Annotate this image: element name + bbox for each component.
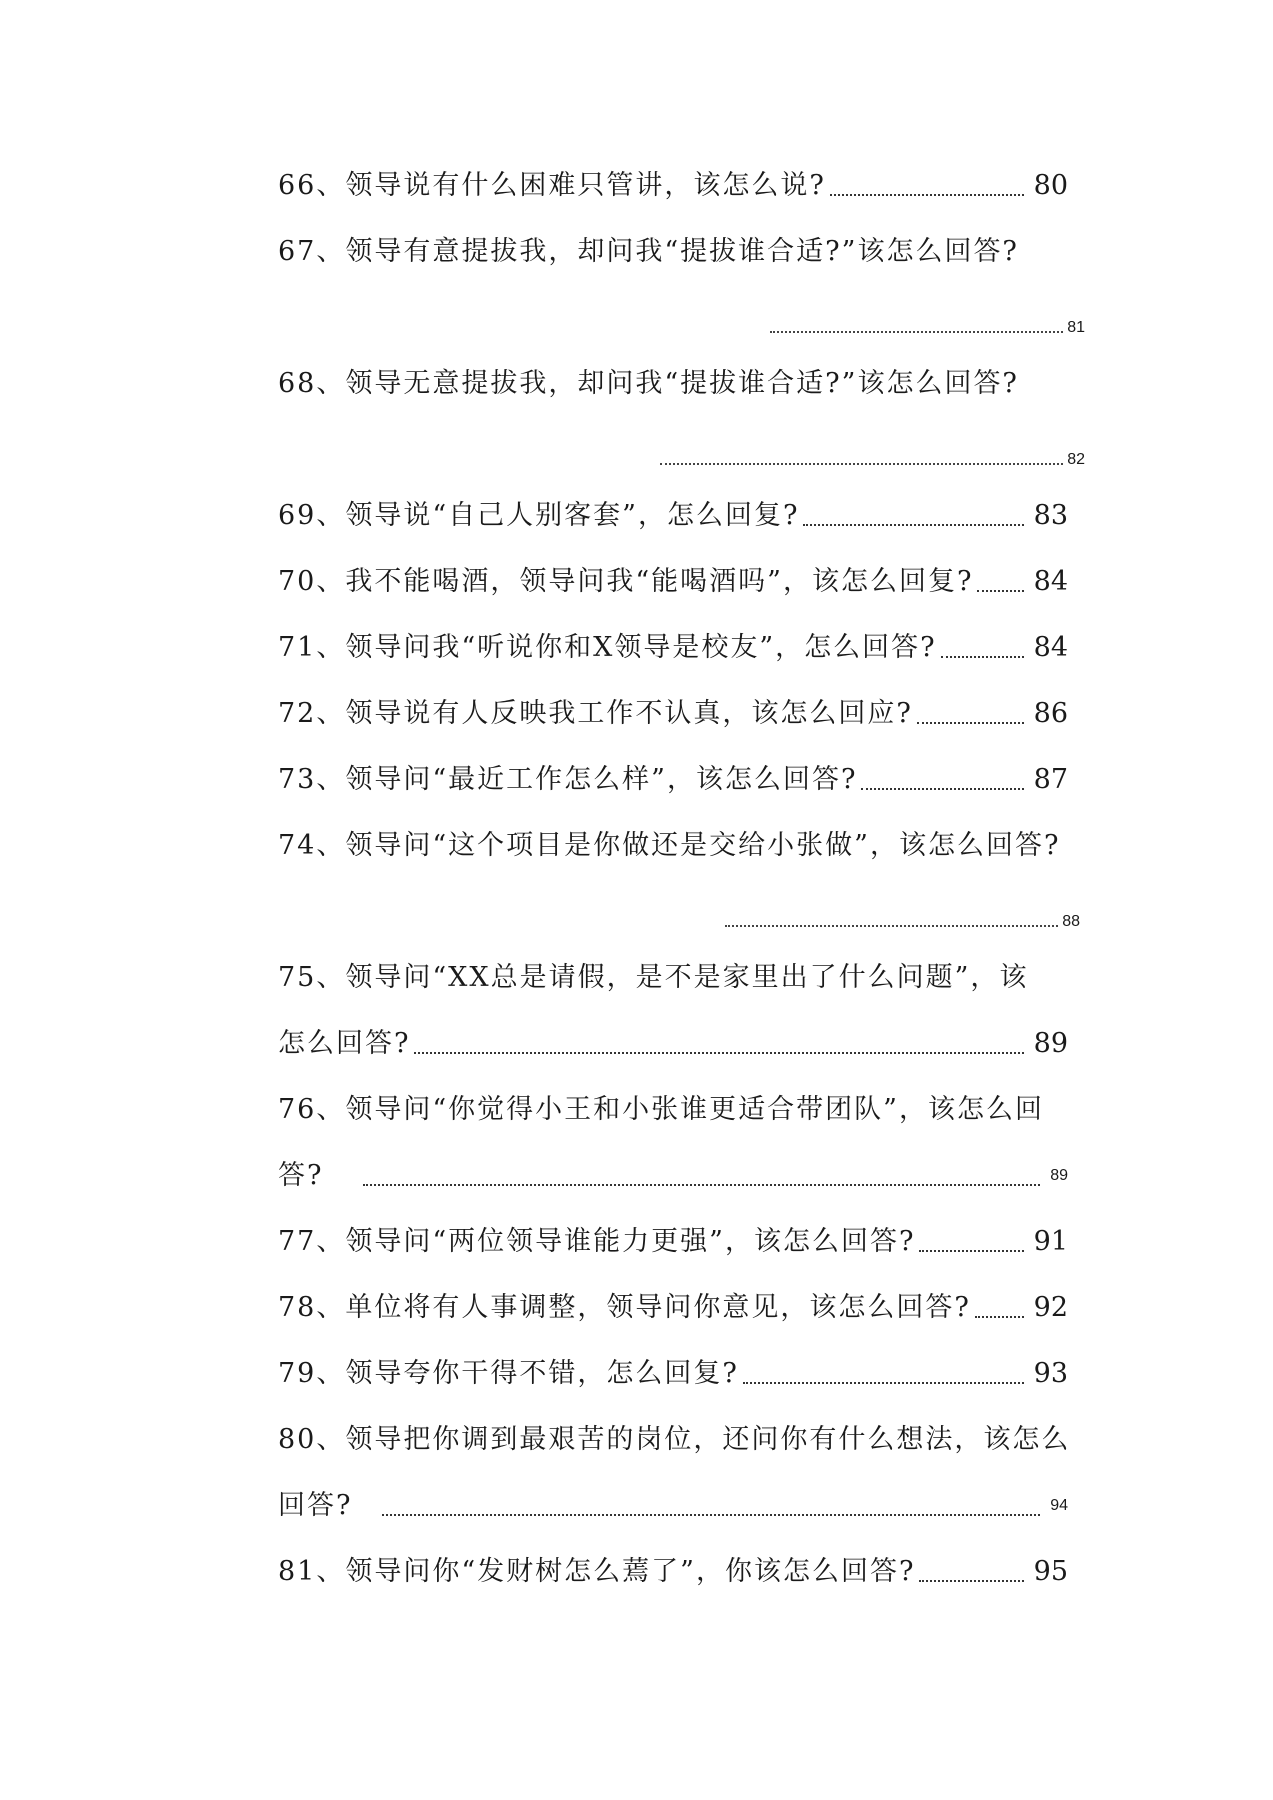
toc-entry-title: 66、领导说有什么困难只管讲，该怎么说? [278,170,826,201]
toc-entry-68-page-line[interactable] [660,446,1085,470]
toc-entry-71[interactable] [278,628,1068,668]
toc-entry-title: 71、领导问我“听说你和X领导是校友”，怎么回答? [278,632,937,663]
toc-entry-title: 81、领导问你“发财树怎么蔫了”，你该怎么回答? [278,1556,916,1587]
toc-entry-77[interactable] [278,1222,1068,1262]
toc-entry-75-continuation[interactable] [278,1024,1068,1064]
toc-entry-title: 75、领导问“XX总是请假，是不是家里出了什么问题”，该 [278,962,1029,993]
toc-page-number: 88 [1062,913,1080,930]
toc-entry-72[interactable] [278,694,1068,734]
toc-page-number: 94 [1050,1497,1068,1514]
toc-page-number: 80 [1033,170,1068,201]
toc-entry-66[interactable] [278,166,1068,206]
toc-entry-80[interactable] [278,1420,1071,1460]
dot-leader [917,721,1024,724]
toc-entry-76[interactable] [278,1090,1068,1130]
dot-leader [977,589,1023,592]
toc-entry-75[interactable] [278,958,1068,998]
dot-leader [941,655,1024,658]
toc-entry-title: 76、领导问“你觉得小王和小张谁更适合带团队”，该怎么回 [278,1094,1044,1125]
toc-entry-title-continuation: 回答? [278,1490,353,1521]
dot-leader [830,193,1024,196]
dot-leader [363,1183,1040,1186]
toc-page-number: 92 [1033,1292,1068,1323]
dot-leader [382,1513,1040,1516]
toc-page-number: 91 [1033,1226,1068,1257]
dot-leader [743,1381,1024,1384]
dot-leader [861,787,1023,790]
dot-leader [975,1315,1024,1318]
toc-page-number: 89 [1050,1167,1068,1184]
toc-page-number: 84 [1033,566,1068,597]
dot-leader [660,462,1063,465]
toc-entry-title: 78、单位将有人事调整，领导问你意见，该怎么回答? [278,1292,971,1323]
toc-entry-title: 70、我不能喝酒，领导问我“能喝酒吗”，该怎么回复? [278,566,974,597]
toc-page-number: 84 [1033,632,1068,663]
toc-entry-title: 67、领导有意提拔我，却问我“提拔谁合适?”该怎么回答? [278,236,1019,267]
dot-leader [919,1249,1023,1252]
dot-leader [919,1579,1023,1582]
toc-entry-title: 69、领导说“自己人别客套”，怎么回复? [278,500,800,531]
toc-entry-73[interactable] [278,760,1068,800]
toc-page-number: 87 [1033,764,1068,795]
toc-entry-68[interactable] [278,364,1068,404]
toc-entry-title: 79、领导夸你干得不错，怎么回复? [278,1358,739,1389]
toc-page-number: 82 [1067,451,1085,468]
toc-entry-74[interactable] [278,826,1068,866]
dot-leader [803,523,1023,526]
dot-leader [725,924,1058,927]
toc-page-number: 95 [1033,1556,1068,1587]
toc-entry-79[interactable] [278,1354,1068,1394]
toc-page-number: 89 [1033,1028,1068,1059]
toc-page-number: 83 [1033,500,1068,531]
toc-entry-74-page-line[interactable] [725,908,1080,932]
toc-entry-67[interactable] [278,232,1068,272]
toc-entry-title-continuation: 怎么回答? [278,1028,411,1059]
toc-entry-title: 68、领导无意提拔我，却问我“提拔谁合适?”该怎么回答? [278,368,1019,399]
toc-entry-76-continuation[interactable] [278,1156,1068,1196]
toc-page-number: 93 [1033,1358,1068,1389]
toc-entry-69[interactable] [278,496,1068,536]
toc-entry-title: 72、领导说有人反映我工作不认真，该怎么回应? [278,698,913,729]
toc-entry-title: 80、领导把你调到最艰苦的岗位，还问你有什么想法，该怎么 [278,1424,1071,1455]
toc-entry-67-page-line[interactable] [770,314,1085,338]
toc-entry-title: 73、领导问“最近工作怎么样”，该怎么回答? [278,764,858,795]
toc-page-number: 86 [1033,698,1068,729]
toc-entry-title-continuation: 答? [278,1160,324,1191]
toc-entry-80-continuation[interactable] [278,1486,1068,1526]
toc-entry-78[interactable] [278,1288,1068,1328]
toc-entry-70[interactable] [278,562,1068,602]
dot-leader [414,1051,1023,1054]
toc-page-number: 81 [1067,319,1085,336]
toc-entry-title: 77、领导问“两位领导谁能力更强”，该怎么回答? [278,1226,916,1257]
toc-entry-81[interactable] [278,1552,1068,1592]
dot-leader [770,330,1063,333]
toc-entry-title: 74、领导问“这个项目是你做还是交给小张做”，该怎么回答? [278,830,1061,861]
